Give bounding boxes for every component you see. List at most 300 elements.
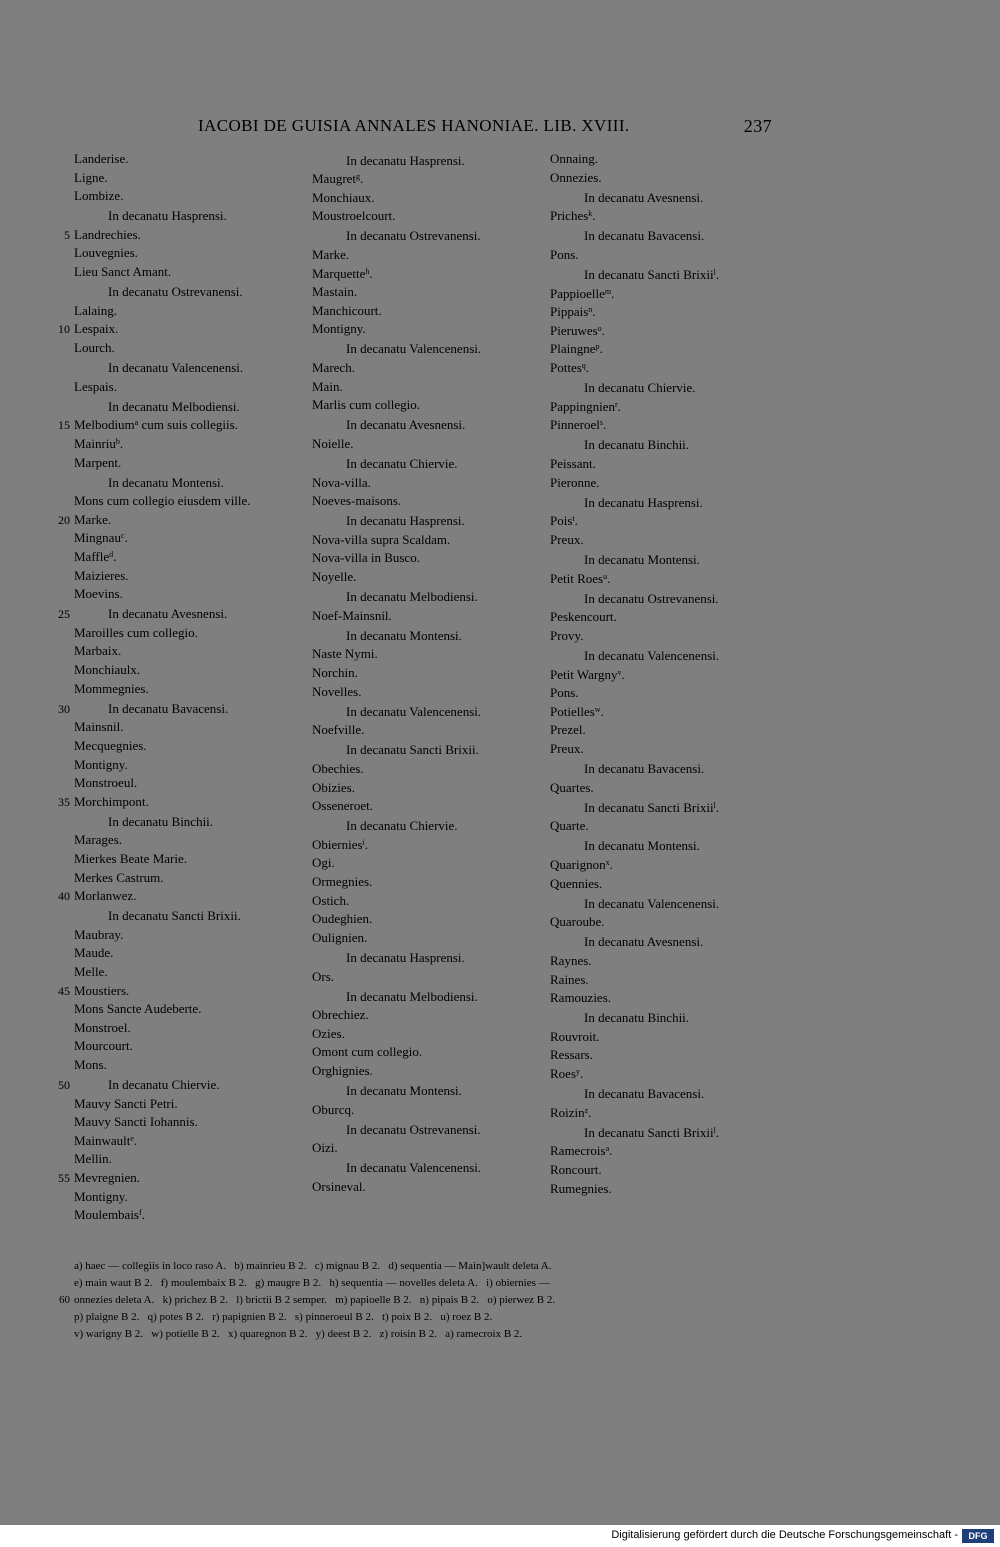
- place-entry: [312, 492, 552, 511]
- place-entry: [74, 435, 314, 454]
- entry-text: In decanatu Hasprensi.: [108, 208, 227, 224]
- entry-text: In decanatu Hasprensi.: [346, 949, 465, 965]
- entry-text: Moevins.: [74, 586, 123, 602]
- entry-text: Ozies.: [312, 1025, 345, 1041]
- footnote-marker: r: [615, 399, 618, 409]
- entry-text: Priches: [550, 208, 589, 224]
- footnote-marker: s: [599, 418, 603, 428]
- entry-text: Monchiaux.: [312, 189, 375, 205]
- place-entry: [550, 207, 790, 226]
- entry-text: Marech.: [312, 360, 355, 376]
- entry-text: Mecquegnies.: [74, 737, 147, 753]
- place-entry: [312, 645, 552, 664]
- section-heading: [550, 647, 790, 666]
- entry-text: Ogi.: [312, 855, 335, 871]
- place-entry: [550, 856, 790, 875]
- section-heading: [312, 949, 552, 968]
- entry-text: In decanatu Chiervie.: [346, 456, 458, 471]
- entry-text: Mingnau: [74, 530, 121, 546]
- footnote-line: [59, 1292, 774, 1309]
- entry-text-tail: .: [360, 171, 364, 187]
- place-entry: [312, 797, 552, 816]
- entry-text: Monstroeul.: [74, 775, 138, 791]
- section-heading: [550, 933, 790, 952]
- entry-text: Montigny.: [74, 1188, 128, 1204]
- line-number: 30: [58, 701, 70, 716]
- section-heading: [312, 817, 552, 836]
- section-heading: [550, 760, 790, 779]
- footnote-line: [74, 1258, 774, 1275]
- entry-text: Mellin.: [74, 1151, 112, 1167]
- entry-text-tail: .: [599, 341, 603, 357]
- place-entry: [74, 1056, 314, 1075]
- section-heading: [550, 551, 790, 570]
- place-entry: [312, 378, 552, 397]
- section-heading: [312, 340, 552, 359]
- running-title: IACOBI DE GUISIA ANNALES HANONIAE. LIB. XVIII.: [198, 116, 630, 135]
- place-entry: [550, 1142, 790, 1161]
- entry-text: Noyelle.: [312, 569, 357, 585]
- footnote-marker: b: [115, 436, 120, 446]
- entry-text: In decanatu Hasprensi.: [584, 494, 703, 510]
- place-entry: [550, 322, 790, 341]
- entry-text: In decanatu Avesnensi.: [584, 189, 704, 205]
- place-entry: [74, 302, 314, 321]
- place-entry: [550, 512, 790, 531]
- footnote-marker: o: [597, 323, 602, 333]
- entry-text: Oulignien.: [312, 929, 368, 945]
- section-heading: [550, 379, 790, 398]
- entry-text: Mastain.: [312, 284, 358, 300]
- entry-text: Mauvy Sancti Iohannis.: [74, 1114, 198, 1130]
- entry-text-tail: .: [609, 856, 613, 872]
- place-entry: [550, 1028, 790, 1047]
- footnote-marker: q: [581, 361, 586, 371]
- section-heading: [312, 588, 552, 607]
- entry-text: In decanatu Avesnensi.: [584, 934, 704, 950]
- place-entry: [312, 760, 552, 779]
- entry-text: Maugret: [312, 171, 357, 187]
- entry-text: Lespaix.: [74, 321, 119, 337]
- footnote-line: [74, 1309, 774, 1326]
- footnote-marker: l: [713, 268, 716, 278]
- entry-text-tail: .: [141, 1207, 145, 1223]
- line-number: 40: [58, 889, 70, 904]
- entry-text: Orghignies.: [312, 1063, 373, 1078]
- entry-text: Mons cum collegio eiusdem ville.: [74, 493, 251, 509]
- entry-text: Osseneroet.: [312, 798, 374, 814]
- place-entry: [74, 831, 314, 850]
- section-heading: [58, 1076, 314, 1095]
- entry-text: Louvegnies.: [74, 245, 138, 261]
- place-entry: [550, 570, 790, 589]
- entry-text: In decanatu Hasprensi.: [346, 152, 465, 168]
- footnote-marker: y: [576, 1067, 580, 1076]
- entry-text: Marke.: [74, 511, 112, 527]
- place-entry: [550, 779, 790, 798]
- place-entry: [74, 756, 314, 775]
- entry-text-tail: .: [119, 435, 124, 451]
- place-entry: [312, 1062, 552, 1081]
- line-number: 15: [58, 418, 70, 433]
- entry-text: Obiernies: [312, 836, 363, 852]
- entry-text: Lourch.: [74, 339, 115, 355]
- entry-text: In decanatu Valencenensi.: [108, 360, 244, 376]
- place-entry: [74, 642, 314, 661]
- place-entry: [312, 683, 552, 702]
- place-entry: [74, 869, 314, 888]
- entry-text-tail: .: [600, 703, 604, 719]
- place-entry: [74, 244, 314, 263]
- entry-text: Mierkes Beate Marie.: [74, 850, 187, 866]
- place-entry: [74, 529, 314, 548]
- place-entry: [550, 721, 790, 740]
- entry-text: Ormegnies.: [312, 874, 373, 890]
- entry-text-tail: .: [601, 322, 605, 338]
- footnote-text: e) main waut B 2. f) moulembaix B 2. g) maugre B 2. h) sequentia — novelles deleta A. i) obiernies —: [74, 1277, 550, 1289]
- entry-text: In decanatu Valencenensi.: [346, 341, 482, 357]
- place-entry: [312, 359, 552, 378]
- line-number: 35: [58, 794, 70, 809]
- place-entry: [550, 303, 790, 322]
- place-entry: [312, 1043, 552, 1062]
- dfg-logo: DFG: [962, 1529, 994, 1543]
- text-column-3: [550, 150, 790, 1198]
- entry-text: Marquette: [312, 265, 366, 281]
- place-entry: [312, 396, 552, 415]
- entry-text: Pappingnien: [550, 398, 615, 414]
- entry-text: Mainwault: [74, 1132, 131, 1148]
- section-heading: [550, 1009, 790, 1028]
- place-entry: [74, 169, 314, 188]
- entry-text: Onnezies.: [550, 169, 602, 185]
- place-entry: [58, 887, 314, 906]
- place-entry: [312, 320, 552, 339]
- line-number: 45: [58, 983, 70, 998]
- entry-text: Montigny.: [74, 756, 128, 772]
- section-heading: [58, 605, 314, 624]
- place-entry: [312, 207, 552, 226]
- entry-text-tail: .: [715, 267, 720, 283]
- place-entry: [312, 929, 552, 948]
- entry-text: In decanatu Binchii.: [584, 1010, 690, 1026]
- place-entry: [550, 1046, 790, 1065]
- entry-text-tail: .: [592, 304, 596, 320]
- entry-text: Ligne.: [74, 169, 108, 185]
- section-heading: [550, 1124, 790, 1143]
- entry-text: Mons.: [74, 1057, 107, 1072]
- place-entry: [74, 492, 314, 511]
- place-entry: [550, 608, 790, 627]
- entry-text-tail: .: [133, 1132, 138, 1148]
- entry-text: Pons.: [550, 246, 579, 262]
- entry-text: Quarte.: [550, 818, 589, 834]
- entry-text: In decanatu Sancti Brixii: [584, 1124, 714, 1140]
- entry-text: Maubray.: [74, 926, 124, 942]
- footnote-marker: x: [605, 857, 610, 867]
- entry-text: Marlis cum collegio.: [312, 397, 420, 413]
- entry-text: In decanatu Bavacensi.: [584, 1086, 705, 1102]
- entry-text: Morlanwez.: [74, 888, 137, 904]
- entry-text: In decanatu Sancti Brixii.: [346, 742, 479, 758]
- entry-text: Roncourt.: [550, 1161, 602, 1177]
- place-entry: [550, 971, 790, 990]
- entry-text: In decanatu Valencenensi.: [584, 895, 720, 911]
- entry-text: Marke.: [312, 246, 350, 262]
- entry-text: Provy.: [550, 627, 584, 643]
- line-number: 5: [64, 227, 70, 242]
- place-entry: [74, 1113, 314, 1132]
- footnote-marker: p: [595, 342, 600, 352]
- place-entry: [74, 150, 314, 169]
- place-entry: [58, 511, 314, 530]
- entry-text: Montigny.: [312, 321, 366, 337]
- footnote-marker: z: [584, 1105, 589, 1115]
- section-heading: [74, 398, 314, 417]
- entry-text-tail: .: [621, 666, 625, 682]
- entry-text: Noielle.: [312, 435, 354, 451]
- entry-text: Petit Roes: [550, 570, 604, 586]
- place-entry: [74, 926, 314, 945]
- entry-text: Lalaing.: [74, 302, 117, 318]
- footnote-marker: h: [365, 266, 370, 276]
- place-entry: [74, 963, 314, 982]
- place-entry: [312, 854, 552, 873]
- entry-text-tail: .: [113, 548, 117, 564]
- entry-text: In decanatu Montensi.: [584, 551, 700, 567]
- entry-text: Petit Wargny: [550, 666, 618, 682]
- place-entry: [312, 474, 552, 493]
- entry-text-tail: .: [588, 1104, 592, 1120]
- place-entry: [74, 339, 314, 358]
- place-entry: [312, 892, 552, 911]
- place-entry: [312, 549, 552, 568]
- footnote-text: a) haec — collegiis in loco raso A. b) mainrieu B 2. c) mignau B 2. d) sequentia — Main]wault deleta A.: [74, 1260, 552, 1272]
- entry-text-tail: cum suis collegiis.: [138, 417, 238, 433]
- entry-text: In decanatu Montensi.: [584, 838, 700, 854]
- entry-text: Obechies.: [312, 761, 364, 776]
- place-entry: [74, 263, 314, 282]
- entry-text: Raynes.: [550, 952, 592, 968]
- entry-text: Preux.: [550, 531, 584, 547]
- entry-text: In decanatu Bavacensi.: [108, 700, 229, 716]
- entry-text: In decanatu Ostrevanensi.: [346, 1121, 481, 1137]
- entry-text: Prezel.: [550, 722, 586, 738]
- entry-text: Pinneroel: [550, 417, 600, 433]
- entry-text: Raines.: [550, 971, 589, 987]
- entry-text: In decanatu Montensi.: [346, 627, 462, 643]
- entry-text: In decanatu Melbodiensi.: [346, 988, 478, 1004]
- entry-text: Oizi.: [312, 1140, 338, 1156]
- entry-text: Rumegnies.: [550, 1180, 612, 1196]
- entry-text: Merkes Castrum.: [74, 869, 164, 885]
- entry-text: Pippais: [550, 304, 589, 320]
- place-entry: [74, 548, 314, 567]
- place-entry: [74, 1188, 314, 1207]
- line-number: 55: [58, 1171, 70, 1186]
- entry-text: Noef-Mainsnil.: [312, 607, 392, 623]
- place-entry: [312, 189, 552, 208]
- line-number: 25: [58, 607, 70, 622]
- section-heading: [550, 837, 790, 856]
- place-entry: [550, 1180, 790, 1199]
- entry-text: In decanatu Binchii.: [108, 813, 214, 829]
- entry-text: Pappioelle: [550, 285, 605, 301]
- entry-text: Maroilles cum collegio.: [74, 624, 198, 640]
- footnote-marker: n: [588, 305, 593, 315]
- place-entry: [550, 627, 790, 646]
- entry-text-tail: .: [369, 265, 373, 281]
- section-heading: [550, 227, 790, 246]
- place-entry: [550, 340, 790, 359]
- entry-text: In decanatu Binchii.: [584, 437, 690, 453]
- section-heading: [312, 416, 552, 435]
- entry-text: Marbaix.: [74, 643, 122, 659]
- place-entry: [550, 952, 790, 971]
- entry-text: In decanatu Ostrevanensi.: [584, 590, 719, 606]
- entry-text: Plaingne: [550, 341, 596, 357]
- section-heading: [550, 590, 790, 609]
- place-entry: [312, 607, 552, 626]
- place-entry: [550, 1104, 790, 1123]
- place-entry: [550, 246, 790, 265]
- footnote-marker: w: [594, 704, 601, 714]
- place-entry: [58, 1169, 314, 1188]
- entry-text-tail: .: [607, 570, 611, 586]
- place-entry: [312, 531, 552, 550]
- entry-text: In decanatu Avesnensi.: [346, 417, 466, 433]
- place-entry: [312, 836, 552, 855]
- section-heading: [312, 455, 552, 474]
- section-heading: [312, 512, 552, 531]
- entry-text: In decanatu Sancti Brixii: [584, 799, 714, 815]
- entry-text: Mourcourt.: [74, 1038, 133, 1054]
- place-entry: [58, 320, 314, 339]
- place-entry: [550, 913, 790, 932]
- entry-text: Manchicourt.: [312, 302, 382, 318]
- entry-text: Noeves-maisons.: [312, 493, 402, 509]
- entry-text: Peissant.: [550, 456, 596, 471]
- entry-text: Mainsnil.: [74, 719, 124, 735]
- place-entry: [74, 378, 314, 397]
- place-entry: [312, 721, 552, 740]
- entry-text-tail: .: [715, 1124, 720, 1140]
- section-heading: [550, 494, 790, 513]
- entry-text: Nova-villa in Busco.: [312, 550, 420, 566]
- section-heading: [550, 895, 790, 914]
- footnote-marker: a: [605, 1144, 610, 1154]
- place-entry: [312, 568, 552, 587]
- place-entry: [74, 661, 314, 680]
- entry-text-tail: .: [715, 799, 720, 815]
- place-entry: [58, 982, 314, 1001]
- place-entry: [58, 416, 314, 435]
- entry-text: In decanatu Valencenensi.: [346, 703, 482, 719]
- entry-text: Ressars.: [550, 1047, 593, 1063]
- place-entry: [550, 703, 790, 722]
- entry-text: Mevregnien.: [74, 1170, 141, 1186]
- place-entry: [74, 944, 314, 963]
- place-entry: [74, 850, 314, 869]
- place-entry: [550, 817, 790, 836]
- section-heading: [312, 741, 552, 760]
- section-heading: [312, 988, 552, 1007]
- place-entry: [74, 737, 314, 756]
- entry-text: Mainriu: [74, 435, 116, 451]
- entry-text: Naste Nymi.: [312, 646, 378, 662]
- place-entry: [550, 285, 790, 304]
- footnote-text: v) warigny B 2. w) potielle B 2. x) quaregnon B 2. y) deest B 2. z) roisin B 2. a) ramecroix B 2.: [74, 1328, 523, 1340]
- entry-text: Obrechiez.: [312, 1007, 369, 1023]
- entry-text: Ostich.: [312, 892, 350, 908]
- entry-text: Noefville.: [312, 722, 365, 738]
- section-heading: [58, 700, 314, 719]
- section-heading: [312, 703, 552, 722]
- place-entry: [312, 968, 552, 987]
- entry-text: Onnaing.: [550, 151, 599, 166]
- place-entry: [312, 435, 552, 454]
- place-entry: [312, 283, 552, 302]
- entry-text: Quaroube.: [550, 914, 605, 930]
- section-heading: [312, 1082, 552, 1101]
- place-entry: [312, 246, 552, 265]
- entry-text: In decanatu Valencenensi.: [346, 1160, 482, 1176]
- entry-text-tail: .: [364, 836, 369, 852]
- entry-text: In decanatu Valencenensi.: [584, 647, 720, 663]
- footnote-text: p) plaigne B 2. q) potes B 2. r) papignien B 2. s) pinneroeul B 2. t) poix B 2. u) roez B 2.: [74, 1311, 493, 1323]
- section-heading: [74, 283, 314, 302]
- place-entry: [550, 150, 790, 169]
- entry-text: Lombize.: [74, 188, 124, 204]
- entry-text-tail: .: [592, 208, 596, 224]
- entry-text: Mons Sancte Audeberte.: [74, 1001, 202, 1017]
- entry-text: In decanatu Avesnensi.: [108, 606, 228, 622]
- entry-text: Peskencourt.: [550, 609, 617, 625]
- place-entry: [312, 265, 552, 284]
- footnote-marker: a: [134, 418, 139, 428]
- entry-text: Lieu Sanct Amant.: [74, 264, 172, 280]
- entry-text: In decanatu Ostrevanensi.: [108, 284, 243, 300]
- place-entry: [312, 1178, 552, 1197]
- entry-text: Maffle: [74, 548, 110, 564]
- place-entry: [312, 910, 552, 929]
- entry-text: In decanatu Sancti Brixii.: [108, 908, 241, 924]
- place-entry: [312, 873, 552, 892]
- text-column-1: [58, 150, 314, 1225]
- footnote-line: [74, 1275, 774, 1292]
- entry-text: Mauvy Sancti Petri.: [74, 1095, 178, 1111]
- line-number: 50: [58, 1078, 70, 1093]
- entry-text: Marages.: [74, 832, 123, 848]
- place-entry: [312, 1025, 552, 1044]
- entry-text: Maude.: [74, 945, 114, 961]
- place-entry: [74, 187, 314, 206]
- place-entry: [312, 779, 552, 798]
- place-entry: [550, 416, 790, 435]
- entry-text-tail: .: [602, 417, 607, 433]
- entry-text: In decanatu Sancti Brixii: [584, 267, 714, 283]
- entry-text: In decanatu Montensi.: [346, 1083, 462, 1099]
- section-heading: [74, 207, 314, 226]
- section-heading: [312, 1121, 552, 1140]
- place-entry: [74, 1095, 314, 1114]
- entry-text: In decanatu Chiervie.: [108, 1077, 220, 1093]
- entry-text: Omont cum collegio.: [312, 1044, 423, 1060]
- entry-text: Pois: [550, 513, 573, 529]
- place-entry: [74, 1037, 314, 1056]
- section-heading: [74, 907, 314, 926]
- place-entry: [58, 793, 314, 812]
